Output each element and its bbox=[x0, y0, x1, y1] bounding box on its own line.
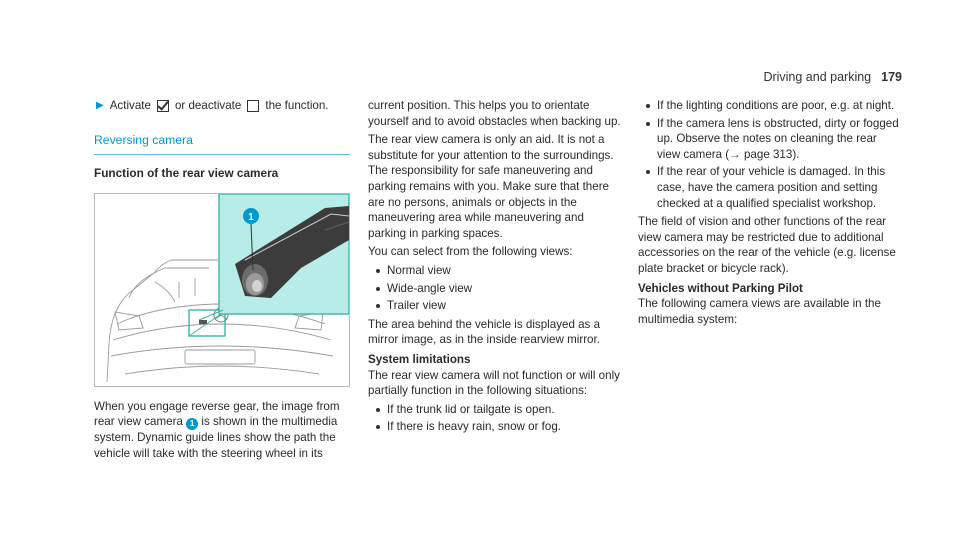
paragraph-field-of-vision: The field of vision and other functions of the rear view camera may be restricted due to additional accessories on the rear of the vehicle (e.g. license plate bracket or bicycle rack). bbox=[638, 215, 896, 275]
bullet-icon bbox=[376, 304, 380, 308]
limitations-list bbox=[368, 402, 624, 435]
section-title: Reversing camera bbox=[94, 133, 350, 156]
list-item-text: If there is heavy rain, snow or fog. bbox=[387, 420, 561, 434]
list-item bbox=[368, 402, 624, 418]
caption-after: is shown in the multimedia system. Dynamic guide lines show the path the vehicle will take with the steering wheel in its bbox=[94, 415, 338, 460]
list-item bbox=[368, 263, 624, 279]
figure-caption bbox=[94, 399, 354, 462]
list-item-text: Trailer view bbox=[387, 299, 446, 313]
list-item-text: If the rear of your vehicle is damaged. In this case, have the camera position and setting checked at a qualified specialist workshop. bbox=[657, 165, 886, 210]
list-item-text: Wide-angle view bbox=[387, 281, 473, 295]
header-section-title: Driving and parking bbox=[763, 70, 872, 84]
car-rear-drawing bbox=[95, 194, 349, 386]
paragraph-aid: The rear view camera is only an aid. It is not a substitute for your attention to the surroundings. The responsibility for safe maneuvering and parking remains with you. Make sure that there are no persons, animals or objects in the maneuvering area while maneuvering and parking in parking spaces. bbox=[368, 133, 614, 240]
caption-before: When you engage reverse gear, the image from rear view camera bbox=[94, 399, 340, 429]
list-item bbox=[368, 419, 624, 435]
bullet-icon bbox=[646, 170, 650, 174]
camera-marker-icon: 1 bbox=[186, 418, 198, 430]
list-item-text: If the lighting conditions are poor, e.g. at night. bbox=[657, 99, 895, 112]
paragraph-continuation: current position. This helps you to orientate yourself and to avoid obstacles when backing up. bbox=[368, 99, 621, 128]
column-3 bbox=[638, 98, 900, 327]
system-limitations-heading: System limitations bbox=[368, 352, 471, 366]
bullet-icon bbox=[376, 269, 380, 273]
paragraph-mirror: The area behind the vehicle is displayed as a mirror image, as in the inside rearview mirror. bbox=[368, 317, 601, 347]
limitations-list-continued bbox=[638, 98, 900, 211]
subheading: Function of the rear view camera bbox=[94, 166, 279, 181]
checked-checkbox-icon bbox=[157, 100, 169, 112]
instruction-suffix: the function. bbox=[265, 99, 329, 112]
page-number: 179 bbox=[881, 70, 902, 84]
bullet-icon bbox=[646, 122, 650, 126]
instruction-prefix: Activate bbox=[109, 99, 151, 112]
parking-pilot-heading: Vehicles without Parking Pilot bbox=[638, 281, 803, 295]
list-item bbox=[368, 298, 624, 314]
column-1 bbox=[94, 98, 354, 462]
list-item-text: If the camera lens is obstructed, dirty or fogged up. Observe the notes on cleaning the rear view camera (→ page 313). bbox=[657, 116, 899, 161]
list-item bbox=[368, 281, 624, 297]
instruction-line bbox=[96, 98, 354, 114]
bullet-icon bbox=[376, 425, 380, 429]
figure-marker-label: 1 bbox=[248, 211, 254, 223]
list-item-text: If the trunk lid or tailgate is open. bbox=[387, 402, 555, 416]
paragraph-limitations-intro: The rear view camera will not function or will only partially function in the following situations: bbox=[368, 368, 620, 398]
bullet-icon bbox=[376, 408, 380, 412]
paragraph-camera-views: The following camera views are available in the multimedia system: bbox=[638, 297, 881, 326]
list-item bbox=[638, 164, 900, 211]
column-2 bbox=[368, 98, 624, 435]
list-item bbox=[638, 116, 900, 163]
list-item bbox=[638, 98, 900, 114]
bullet-icon bbox=[376, 287, 380, 291]
list-item-text: Normal view bbox=[387, 263, 451, 277]
paragraph-views-intro: You can select from the following views: bbox=[368, 245, 573, 259]
rear-view-camera-illustration bbox=[94, 193, 350, 387]
views-list bbox=[368, 263, 624, 314]
action-arrow-icon: ▶ bbox=[96, 100, 104, 111]
instruction-middle: or deactivate bbox=[174, 99, 242, 112]
bullet-icon bbox=[646, 104, 650, 108]
unchecked-checkbox-icon bbox=[247, 100, 259, 112]
page-header bbox=[763, 70, 902, 84]
